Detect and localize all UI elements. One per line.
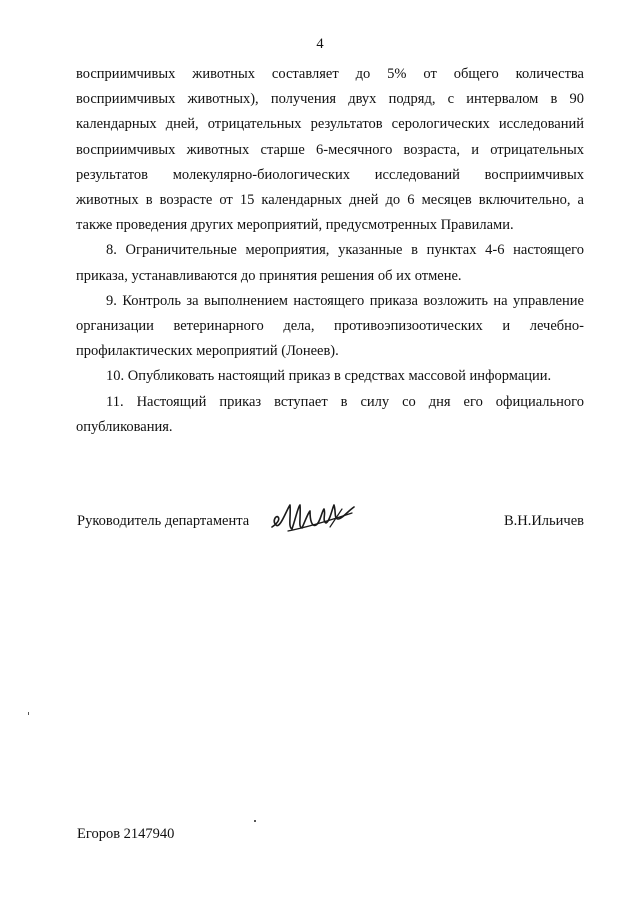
paragraph-item-11: 11. Настоящий приказ вступает в силу со дня его официального опубликования.	[76, 393, 584, 435]
scan-speck	[254, 820, 256, 822]
document-body	[76, 62, 584, 440]
signatory-name: В.Н.Ильичев	[503, 513, 584, 529]
signatory-role: Руководитель департамента	[77, 513, 250, 529]
footer-author: Егоров 2147940	[77, 826, 175, 842]
scan-speck	[28, 712, 29, 715]
paragraph-item-9: 9. Контроль за выполнением настоящего приказа возложить на управление организации ветеринарного дела, противоэпизоотических и лечебно-профилактических мероприятий (Лонеев).	[76, 292, 584, 360]
handwritten-signature	[268, 497, 360, 539]
paragraph-item-10: 10. Опубликовать настоящий приказ в средствах массовой информации.	[106, 368, 552, 385]
paragraph-continuation: восприимчивых животных составляет до 5% от общего количества восприимчивых животных), получения двух подряд, с интервалом в 90 календарных дней, отрицательных результатов серологических исследований восприимчивых животных старше 6-месячного возраста, и отрицательных результатов молекулярно-биологических исследований восприимчивых животных в возрасте от 15 календарных дней до 6 месяцев включительно, а также проведения других мероприятий, предусмотренных Правилами.	[76, 66, 584, 234]
page-number: 4	[316, 36, 324, 52]
paragraph-item-8: 8. Ограничительные мероприятия, указанные в пунктах 4-6 настоящего приказа, устанавливаются до принятия решения об их отмене.	[76, 242, 584, 284]
